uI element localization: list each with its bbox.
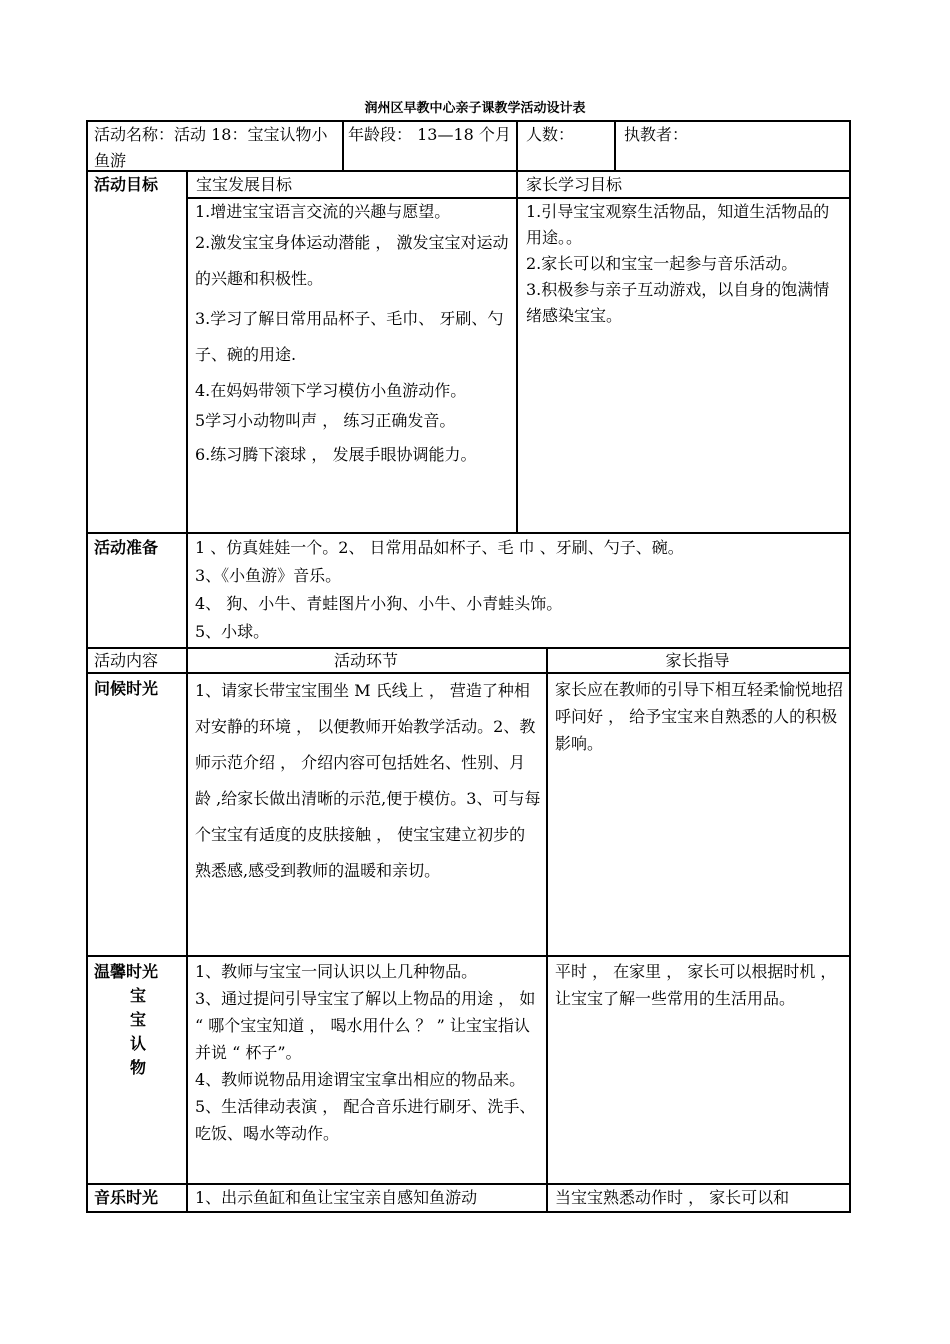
list-item: 3、通过提问引导宝宝了解以上物品的用途 ， 如 “ 哪个宝宝知道 ， 喝水用什么 ？ ” 让宝宝指认并说 “ 杯子”。 (195, 989, 536, 1062)
row-steps: 1、出示鱼缸和鱼让宝宝亲自感知鱼游动 (195, 1188, 478, 1207)
list-item: 5学习小动物叫声 ， 练习正确发音。 (195, 411, 456, 430)
table-line (849, 120, 851, 1212)
list-item: 4、教师说物品用途谓宝宝拿出相应的物品来。 (195, 1070, 526, 1089)
age-range: 年龄段： 13—18 个月 (348, 125, 511, 144)
participant-count: 人数： (526, 125, 575, 144)
row-guide: 家长应在教师的引导下相互轻柔愉悦地招呼问好 ， 给予宝宝来自熟悉的人的积极影响。 (555, 680, 844, 753)
list-item: 5、小球。 (195, 622, 270, 641)
row-label (94, 960, 182, 1080)
list-item: 3.学习了解日常用品杯子、毛巾、 牙刷、勺子、碗的用途. (195, 309, 504, 364)
list-item: 1 、仿真娃娃一个。2、 日常用品如杯子、毛 巾 、牙刷、勺子、碗。 (195, 538, 684, 557)
baby-goals-heading: 宝宝发展目标 (196, 175, 293, 194)
parent-goals-list (526, 199, 844, 329)
table-line (186, 170, 188, 1212)
row-guide: 平时 ， 在家里 ， 家长可以根据时机 ， 让宝宝了解一些常用的生活用品。 (555, 962, 837, 1008)
prep-list (195, 534, 845, 646)
table-line (86, 120, 88, 1212)
table-line (614, 120, 616, 171)
list-item: 3、《小鱼游》音乐。 (195, 566, 342, 585)
teacher-cell (624, 122, 846, 148)
activity-name: 活动名称：活动 18：宝宝认物小鱼游 (94, 125, 328, 170)
list-item: 6.练习腾下滚球 ， 发展手眼协调能力。 (195, 445, 477, 464)
list-item: 1、教师与宝宝一同认识以上几种物品。 (195, 962, 478, 981)
list-item: 1.增进宝宝语言交流的兴趣与愿望。 (195, 202, 451, 221)
steps-col-header: 活动环节 (333, 651, 398, 670)
table-line (546, 647, 548, 1212)
row-sub-char: 认 (129, 1034, 146, 1053)
row-sub-char: 物 (129, 1058, 146, 1077)
list-item: 4.在妈妈带领下学习模仿小鱼游动作。 (195, 381, 467, 400)
row-sub-char: 宝 (129, 1010, 146, 1029)
row-label: 问候时光 (94, 679, 159, 698)
list-item: 1.引导宝宝观察生活物品，知道生活物品的用途。。 (526, 202, 830, 247)
row-steps (195, 958, 541, 1147)
table-line (516, 120, 518, 533)
table-line (86, 955, 851, 957)
table-line (86, 1211, 851, 1213)
goals-label: 活动目标 (94, 175, 159, 194)
prep-label: 活动准备 (94, 538, 159, 557)
list-item: 3.积极参与亲子互动游戏，以自身的饱满情绪感染宝宝。 (526, 280, 830, 325)
row-guide: 当宝宝熟悉动作时 ， 家长可以和 (555, 1188, 790, 1207)
count-cell (526, 122, 612, 148)
document-title: 润州区早教中心亲子课教学活动设计表 (364, 101, 586, 116)
age-cell (348, 122, 514, 148)
activity-name-cell (94, 122, 340, 174)
list-item: 4、 狗、小牛、青蛙图片小狗、小牛、小青蛙头饰。 (195, 594, 563, 613)
row-label: 音乐时光 (94, 1188, 159, 1207)
teacher-name: 执教者： (624, 125, 689, 144)
list-item: 5、生活律动表演 ， 配合音乐进行刷牙、洗手、吃饭、喝水等动作。 (195, 1097, 536, 1143)
parent-goals-heading: 家长学习目标 (526, 175, 623, 194)
row-sub-char: 宝 (129, 986, 146, 1005)
content-col-header: 活动内容 (94, 651, 159, 670)
list-item: 2.家长可以和宝宝一起参与音乐活动。 (526, 254, 798, 273)
row-label-text: 温馨时光 (94, 962, 159, 981)
guide-col-header: 家长指导 (665, 651, 730, 670)
baby-goals-list (195, 199, 511, 473)
row-steps: 1、请家长带宝宝围坐 M 氏线上 ， 营造了种相对安静的环境 ， 以便教师开始教学活动。2、教师示范介绍 ， 介绍内容可包括姓名、性别、月龄 ,给家长做出清晰的示范,便于模仿。3、可与每个宝宝有适度的皮肤接触 ， 使宝宝建立初步的熟悉感,感受到教师的温暖和亲切。 (195, 681, 541, 880)
table-line (342, 120, 344, 171)
list-item: 2.激发宝宝身体运动潜能 ， 激发宝宝对运动的兴趣和积极性。 (195, 233, 509, 288)
